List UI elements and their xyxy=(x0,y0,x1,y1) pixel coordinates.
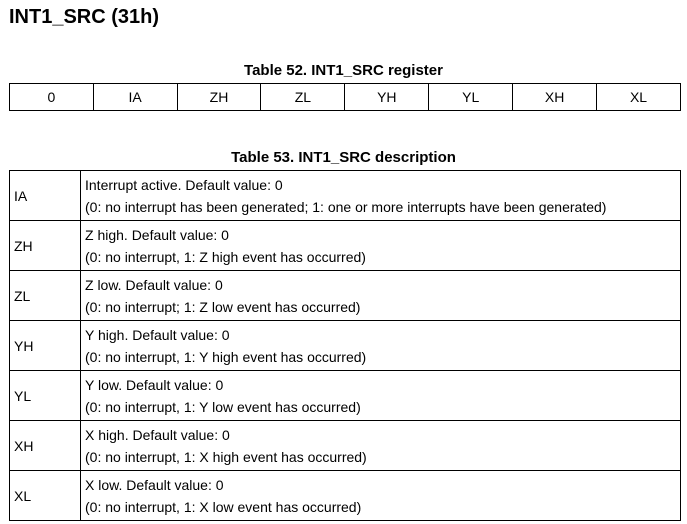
field-name: YH xyxy=(10,321,81,371)
register-bit-5: ZH xyxy=(177,84,261,111)
description-line: (0: no interrupt, 1: X low event has occurred) xyxy=(85,498,362,515)
field-name: IA xyxy=(10,171,81,221)
field-description xyxy=(81,221,681,271)
description-line: (0: no interrupt, 1: Y high event has occurred) xyxy=(85,348,367,365)
description-line: (0: no interrupt; 1: Z low event has occurred) xyxy=(85,298,361,315)
description-line: Interrupt active. Default value: 0 xyxy=(85,176,283,193)
field-name: XH xyxy=(10,421,81,471)
register-table xyxy=(9,83,681,111)
field-name: ZL xyxy=(10,271,81,321)
section-title: INT1_SRC (31h) xyxy=(9,6,160,28)
field-name: XL xyxy=(10,471,81,521)
register-bit-3: YH xyxy=(345,84,429,111)
register-table-caption: Table 52. INT1_SRC register xyxy=(244,62,443,79)
description-line: X low. Default value: 0 xyxy=(85,476,224,493)
register-bit-7: 0 xyxy=(10,84,94,111)
description-table-caption: Table 53. INT1_SRC description xyxy=(231,149,456,166)
description-line: Z low. Default value: 0 xyxy=(85,276,223,293)
description-line: (0: no interrupt, 1: X high event has occurred) xyxy=(85,448,367,465)
field-name: YL xyxy=(10,371,81,421)
register-bits-row xyxy=(10,84,681,111)
register-bit-4: ZL xyxy=(261,84,345,111)
description-table xyxy=(9,170,681,521)
table-row xyxy=(10,421,681,471)
register-bit-6: IA xyxy=(93,84,177,111)
table-row xyxy=(10,271,681,321)
field-description xyxy=(81,271,681,321)
field-description xyxy=(81,371,681,421)
register-bit-1: XH xyxy=(513,84,597,111)
field-description xyxy=(81,321,681,371)
description-line: (0: no interrupt, 1: Y low event has occurred) xyxy=(85,398,361,415)
description-line: (0: no interrupt, 1: Z high event has occurred) xyxy=(85,248,366,265)
field-description xyxy=(81,171,681,221)
description-line: Y high. Default value: 0 xyxy=(85,326,230,343)
description-line: X high. Default value: 0 xyxy=(85,426,230,443)
table-row xyxy=(10,471,681,521)
register-bit-0: XL xyxy=(597,84,681,111)
description-line: Y low. Default value: 0 xyxy=(85,376,224,393)
field-name: ZH xyxy=(10,221,81,271)
table-row xyxy=(10,171,681,221)
table-row xyxy=(10,321,681,371)
table-row xyxy=(10,221,681,271)
field-description xyxy=(81,471,681,521)
table-row xyxy=(10,371,681,421)
register-bit-2: YL xyxy=(429,84,513,111)
description-line: Z high. Default value: 0 xyxy=(85,226,229,243)
field-description xyxy=(81,421,681,471)
description-line: (0: no interrupt has been generated; 1: one or more interrupts have been generated) xyxy=(85,198,607,215)
